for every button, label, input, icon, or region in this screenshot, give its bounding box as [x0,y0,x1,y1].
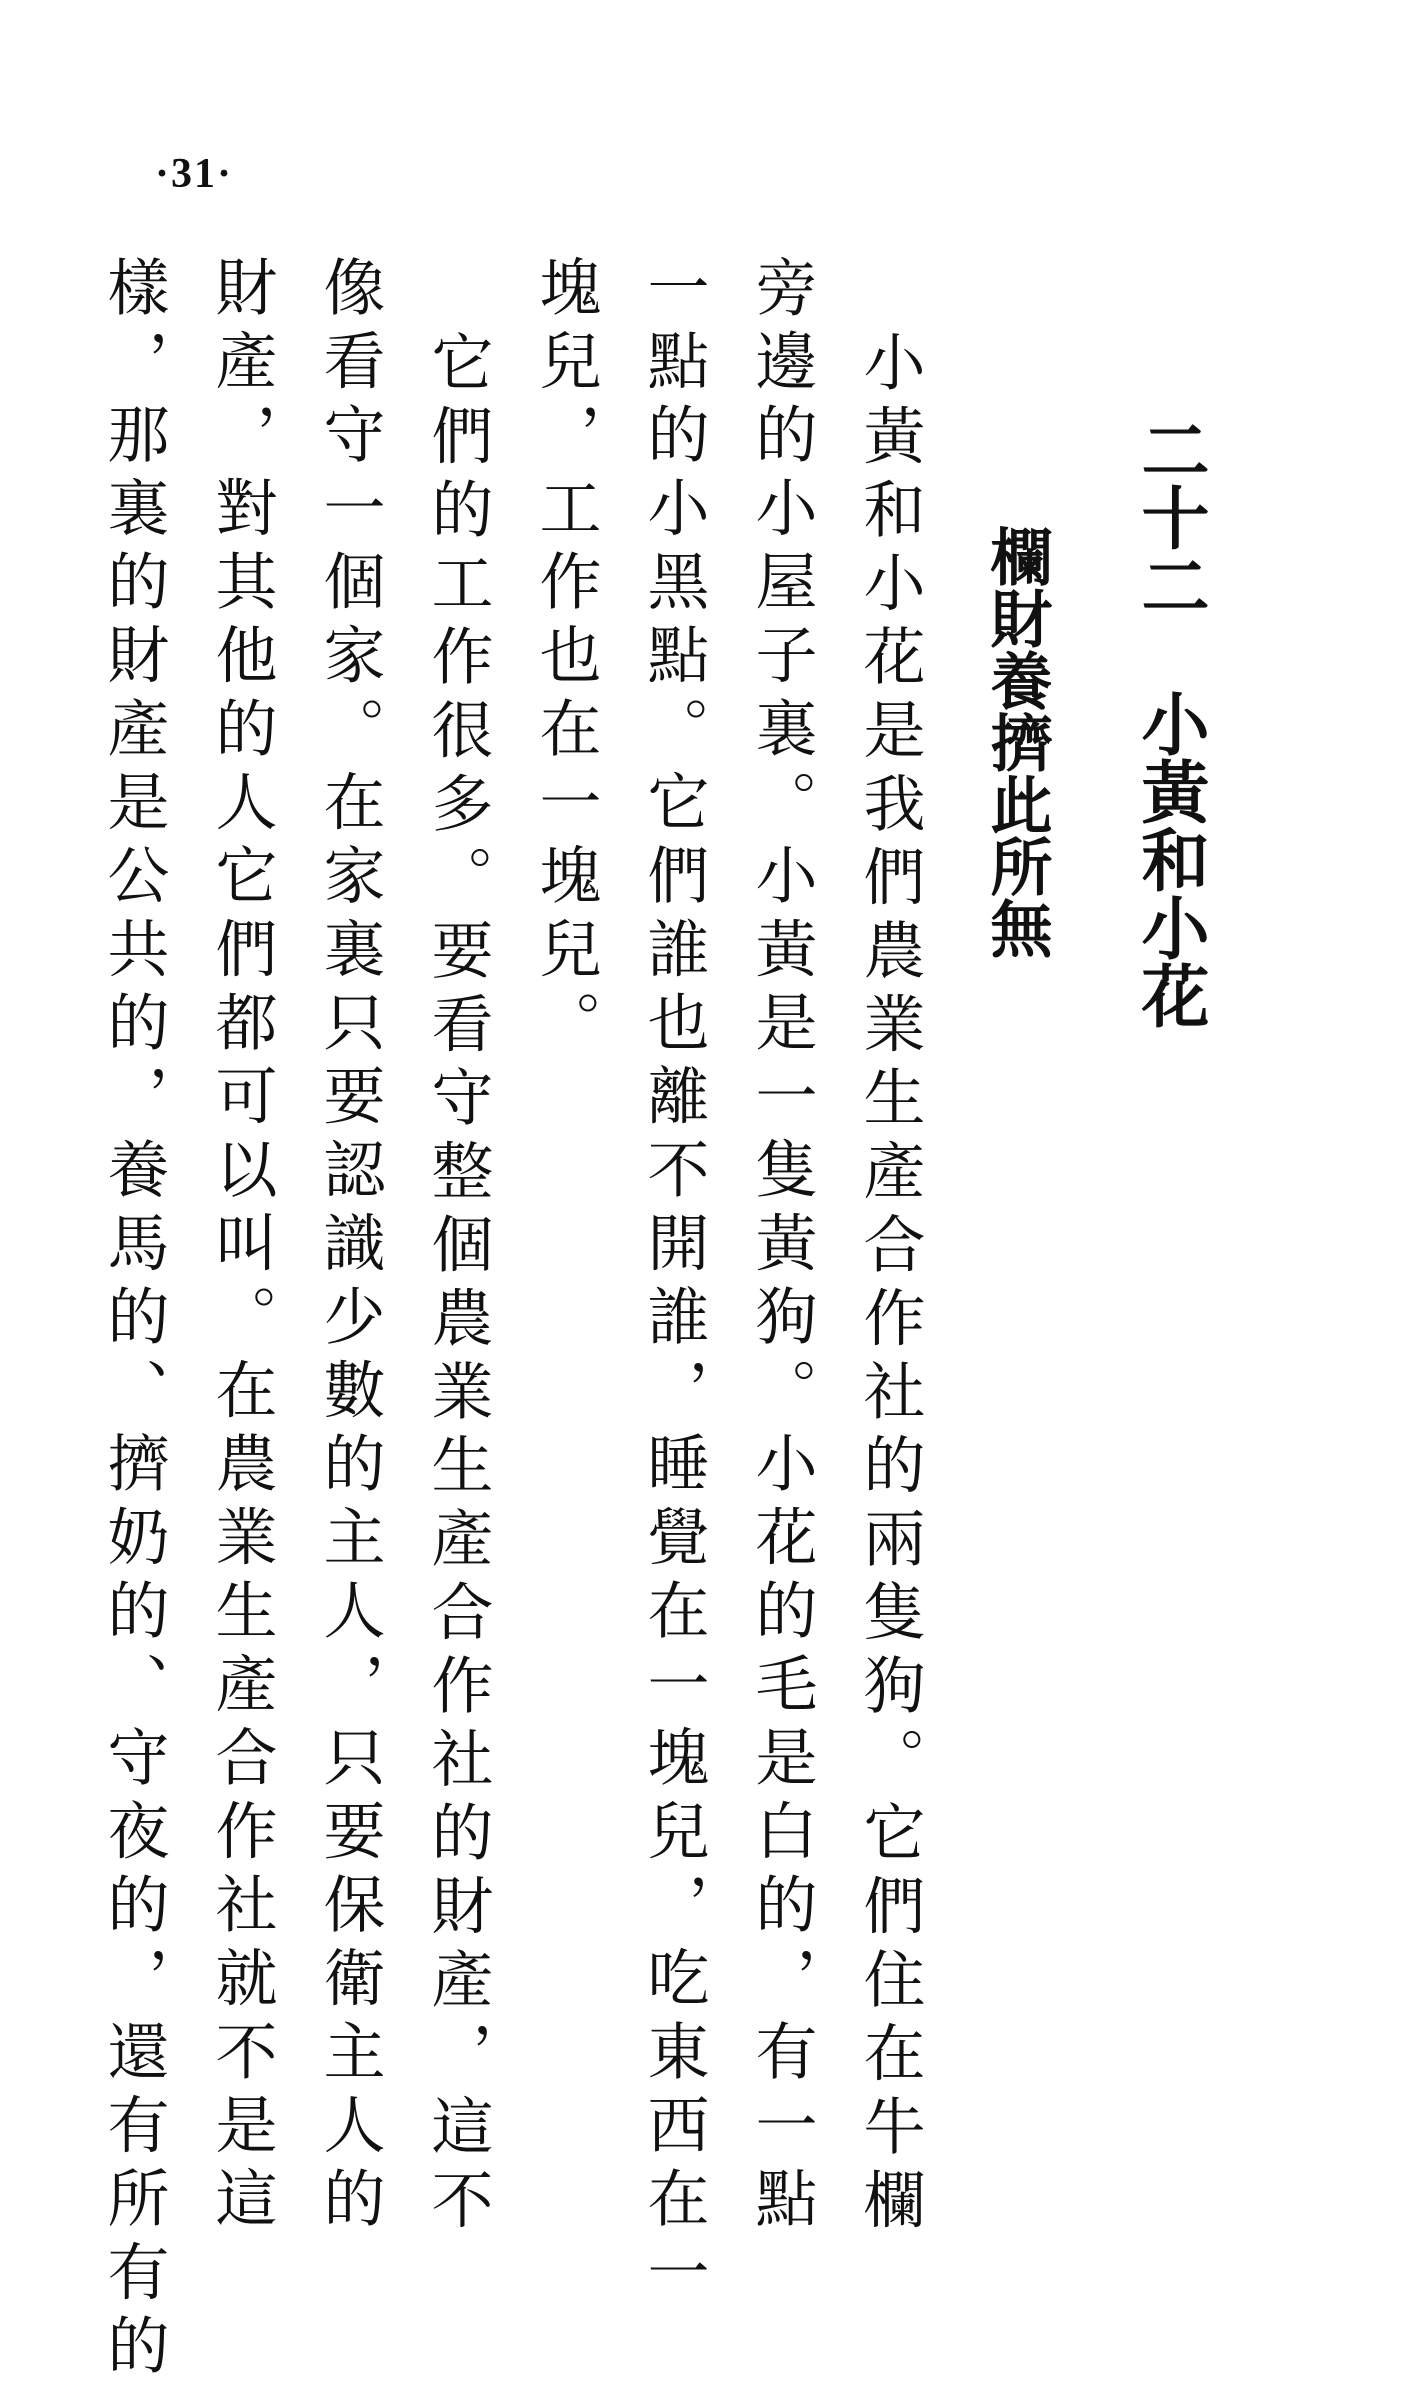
text-column-5: 它們的工作很多。要看守整個農業生產合作社的財產，這不 [421,330,494,2241]
text-column-4: 塊兒，工作也在一塊兒。 [529,255,602,1064]
text-column-3: 一點的小黑點。它們誰也離不開誰，睡覺在一塊兒，吃東西在一 [637,255,710,2313]
lesson-title-text: 小黃和小花 [1130,689,1209,1029]
text-column-8: 樣，那裏的財產是公共的，養馬的、擠奶的、守夜的，還有所有的 [97,255,170,2387]
lesson-title [1130,415,1209,1029]
page-number: ·31· [155,151,234,197]
lesson-number: 二十二 [1130,415,1209,619]
text-column-1: 小黃和小花是我們農業生產合作社的兩隻狗。它們住在牛欄 [853,330,926,2241]
text-column-2: 旁邊的小屋子裏。小黃是一隻黃狗。小花的毛是白的，有一點 [745,255,818,2240]
text-column-6: 像看守一個家。在家裏只要認識少數的主人，只要保衛主人的 [313,255,386,2240]
text-column-7: 財產，對其他的人它們都可以叫。在農業生產合作社就不是這 [205,255,278,2240]
new-characters-list: 欄財養擠此所無 [980,525,1053,959]
